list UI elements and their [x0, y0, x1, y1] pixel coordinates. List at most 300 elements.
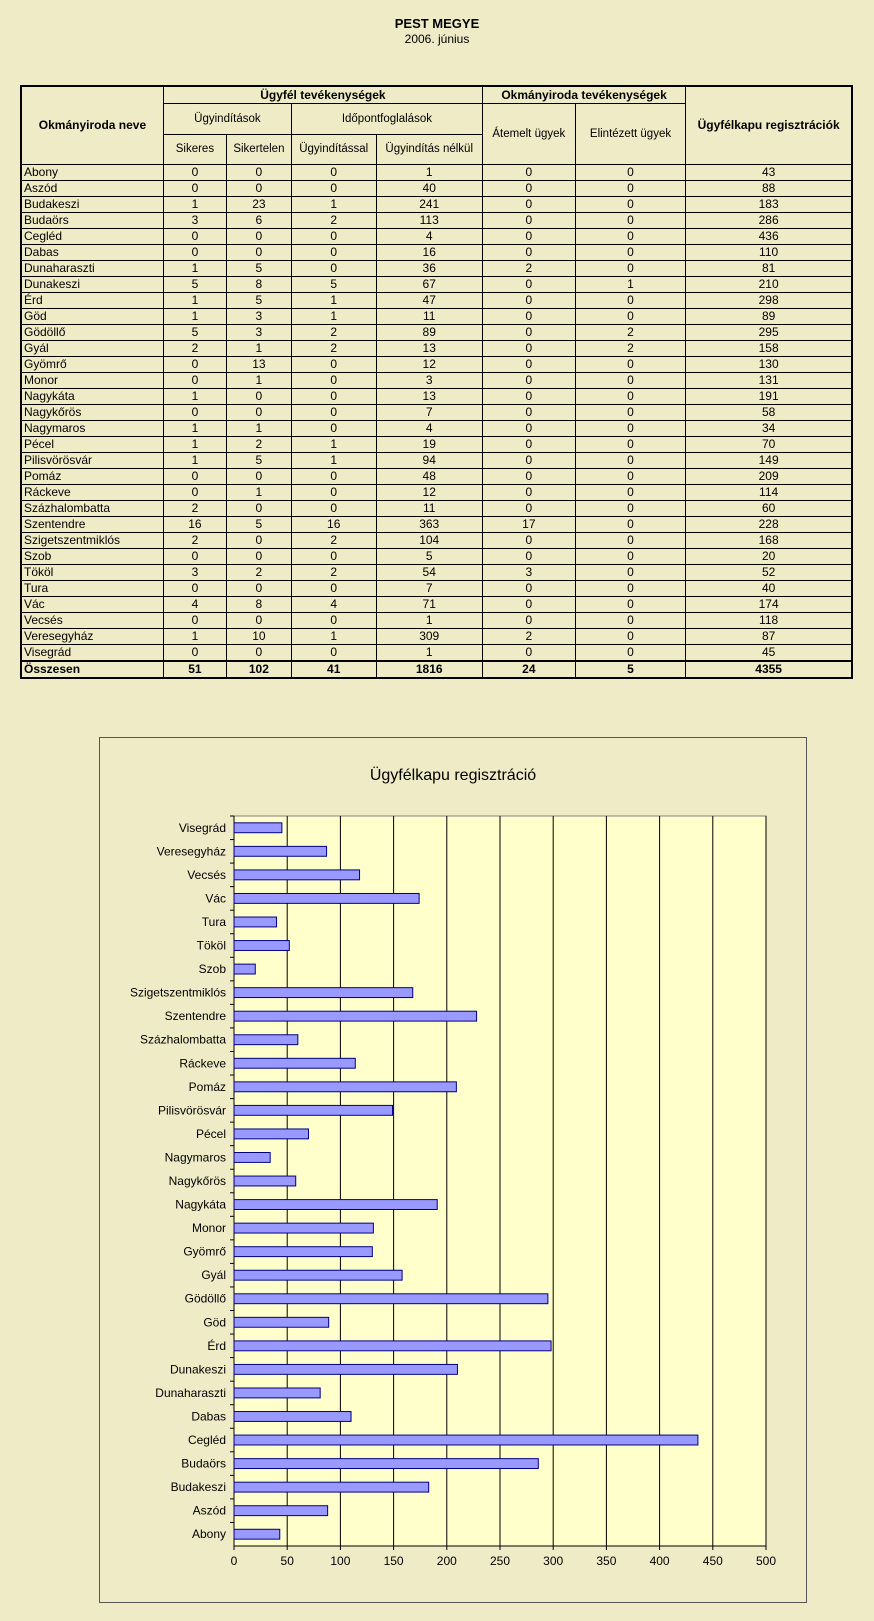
table-row [21, 180, 852, 196]
value-cell: 0 [226, 180, 291, 196]
bar [234, 1200, 437, 1210]
table-row [21, 500, 852, 516]
bar [234, 893, 419, 903]
value-cell: 0 [163, 228, 226, 244]
value-cell: 0 [575, 164, 685, 180]
x-tick-label: 300 [543, 1554, 564, 1568]
table-row [21, 436, 852, 452]
value-cell: 0 [291, 356, 376, 372]
value-cell: 0 [482, 612, 575, 628]
value-cell: 40 [376, 180, 482, 196]
header-office-activities: Okmányiroda tevékenységek [482, 86, 685, 103]
category-label: Dunaharaszti [155, 1385, 226, 1400]
value-cell: 36 [376, 260, 482, 276]
value-cell: 0 [575, 196, 685, 212]
value-cell: 1 [163, 388, 226, 404]
value-cell: 0 [482, 164, 575, 180]
value-cell: 191 [686, 388, 852, 404]
table-row [21, 164, 852, 180]
bar [234, 1223, 373, 1233]
value-cell: 11 [376, 308, 482, 324]
value-cell: 0 [575, 292, 685, 308]
header-with-initiation: Ügyindítással [291, 134, 376, 164]
value-cell: 118 [686, 612, 852, 628]
bar [234, 1105, 393, 1115]
bar [234, 1364, 457, 1374]
value-cell: 47 [376, 292, 482, 308]
category-label: Pilisvörösvár [157, 1103, 226, 1118]
office-name-cell: Érd [21, 292, 163, 308]
value-cell: 3 [226, 324, 291, 340]
category-label: Nagymaros [164, 1150, 226, 1165]
value-cell: 89 [686, 308, 852, 324]
value-cell: 0 [575, 468, 685, 484]
value-cell: 298 [686, 292, 852, 308]
value-cell: 5 [163, 324, 226, 340]
value-cell: 5 [226, 260, 291, 276]
table-row [21, 612, 852, 628]
value-cell: 0 [482, 292, 575, 308]
office-name-cell: Szob [21, 548, 163, 564]
category-label: Nagykőrös [168, 1174, 226, 1188]
value-cell: 0 [291, 260, 376, 276]
value-cell: 45 [686, 644, 852, 661]
table-row [21, 452, 852, 468]
value-cell: 0 [482, 532, 575, 548]
value-cell: 0 [291, 484, 376, 500]
value-cell: 0 [291, 644, 376, 661]
category-label: Budakeszi [170, 1480, 226, 1495]
value-cell: 0 [291, 388, 376, 404]
header-office-name: Okmányiroda neve [21, 86, 163, 164]
value-cell: 94 [376, 452, 482, 468]
bar [234, 1412, 351, 1422]
value-cell: 0 [575, 212, 685, 228]
value-cell: 0 [575, 420, 685, 436]
value-cell: 4 [376, 228, 482, 244]
value-cell: 0 [575, 388, 685, 404]
value-cell: 4 [291, 596, 376, 612]
category-label: Veresegyház [156, 844, 226, 859]
category-label: Vecsés [187, 867, 226, 882]
value-cell: 3 [163, 564, 226, 580]
category-label: Érd [207, 1338, 226, 1353]
value-cell: 2 [575, 340, 685, 356]
value-cell: 104 [376, 532, 482, 548]
value-cell: 114 [686, 484, 852, 500]
value-cell: 149 [686, 452, 852, 468]
office-name-cell: Szigetszentmiklós [21, 532, 163, 548]
value-cell: 0 [163, 164, 226, 180]
value-cell: 0 [482, 356, 575, 372]
value-cell: 0 [291, 500, 376, 516]
office-name-cell: Szentendre [21, 516, 163, 532]
value-cell: 5 [291, 276, 376, 292]
chart-title: Ügyfélkapu regisztráció [369, 767, 537, 784]
value-cell: 183 [686, 196, 852, 212]
table-row [21, 548, 852, 564]
category-label: Dabas [191, 1409, 226, 1424]
office-name-cell: Pomáz [21, 468, 163, 484]
value-cell: 0 [163, 580, 226, 596]
total-cell: 5 [575, 661, 685, 678]
value-cell: 3 [163, 212, 226, 228]
value-cell: 1 [226, 484, 291, 500]
value-cell: 13 [376, 340, 482, 356]
value-cell: 1 [291, 436, 376, 452]
value-cell: 0 [163, 548, 226, 564]
value-cell: 7 [376, 404, 482, 420]
value-cell: 0 [163, 468, 226, 484]
value-cell: 110 [686, 244, 852, 260]
category-label: Szentendre [164, 1009, 226, 1024]
value-cell: 0 [482, 436, 575, 452]
table-row [21, 516, 852, 532]
table-row [21, 244, 852, 260]
category-label: Vác [205, 891, 226, 906]
value-cell: 2 [163, 532, 226, 548]
office-name-cell: Veresegyház [21, 628, 163, 644]
office-name-cell: Cegléd [21, 228, 163, 244]
value-cell: 2 [482, 260, 575, 276]
value-cell: 130 [686, 356, 852, 372]
value-cell: 0 [482, 548, 575, 564]
total-cell: 102 [226, 661, 291, 678]
table-row [21, 420, 852, 436]
table-row [21, 388, 852, 404]
value-cell: 0 [482, 324, 575, 340]
value-cell: 1 [163, 292, 226, 308]
value-cell: 0 [226, 404, 291, 420]
bar [234, 964, 255, 974]
value-cell: 0 [575, 372, 685, 388]
value-cell: 0 [163, 612, 226, 628]
value-cell: 0 [163, 356, 226, 372]
category-label: Tura [201, 914, 226, 929]
office-name-cell: Göd [21, 308, 163, 324]
table-row [21, 292, 852, 308]
office-name-cell: Százhalombatta [21, 500, 163, 516]
value-cell: 12 [376, 484, 482, 500]
value-cell: 0 [291, 244, 376, 260]
table-row [21, 404, 852, 420]
value-cell: 1 [376, 644, 482, 661]
value-cell: 0 [226, 228, 291, 244]
bar [234, 1011, 477, 1021]
bar [234, 846, 327, 856]
office-name-cell: Visegrád [21, 644, 163, 661]
bar [234, 917, 277, 927]
value-cell: 1 [575, 276, 685, 292]
total-label: Összesen [21, 661, 163, 678]
value-cell: 1 [376, 164, 482, 180]
value-cell: 0 [482, 212, 575, 228]
value-cell: 3 [482, 564, 575, 580]
table-row [21, 340, 852, 356]
x-tick-label: 200 [436, 1554, 457, 1568]
value-cell: 1 [163, 196, 226, 212]
value-cell: 1 [163, 452, 226, 468]
value-cell: 1 [376, 612, 482, 628]
value-cell: 0 [575, 228, 685, 244]
value-cell: 0 [482, 340, 575, 356]
bar [234, 1482, 429, 1492]
value-cell: 10 [226, 628, 291, 644]
table-row [21, 212, 852, 228]
value-cell: 7 [376, 580, 482, 596]
value-cell: 20 [686, 548, 852, 564]
value-cell: 40 [686, 580, 852, 596]
office-name-cell: Tököl [21, 564, 163, 580]
bar [234, 941, 289, 951]
value-cell: 0 [575, 436, 685, 452]
value-cell: 0 [226, 548, 291, 564]
office-name-cell: Nagymaros [21, 420, 163, 436]
x-tick-label: 100 [330, 1554, 351, 1568]
value-cell: 0 [575, 244, 685, 260]
header-appointments: Időpontfoglalások [291, 103, 482, 134]
value-cell: 2 [291, 564, 376, 580]
bar [234, 870, 360, 880]
header-case-initiations: Ügyindítások [163, 103, 291, 134]
office-name-cell: Tura [21, 580, 163, 596]
value-cell: 70 [686, 436, 852, 452]
value-cell: 0 [291, 228, 376, 244]
bar [234, 1529, 280, 1539]
bar [234, 1270, 402, 1280]
value-cell: 3 [376, 372, 482, 388]
value-cell: 0 [482, 196, 575, 212]
value-cell: 0 [575, 548, 685, 564]
value-cell: 89 [376, 324, 482, 340]
value-cell: 3 [226, 308, 291, 324]
bar [234, 1435, 698, 1445]
value-cell: 131 [686, 372, 852, 388]
x-tick-label: 400 [649, 1554, 670, 1568]
report-subtitle: 2006. június [404, 32, 470, 46]
category-label: Pécel [195, 1126, 226, 1141]
table-row [21, 564, 852, 580]
value-cell: 0 [575, 612, 685, 628]
office-name-cell: Budaörs [21, 212, 163, 228]
office-name-cell: Pécel [21, 436, 163, 452]
x-tick-label: 350 [596, 1554, 617, 1568]
value-cell: 0 [291, 372, 376, 388]
value-cell: 43 [686, 164, 852, 180]
office-name-cell: Aszód [21, 180, 163, 196]
x-tick-label: 250 [489, 1554, 511, 1568]
value-cell: 363 [376, 516, 482, 532]
bar [234, 1506, 328, 1516]
value-cell: 1 [163, 628, 226, 644]
total-row [21, 661, 852, 678]
value-cell: 23 [226, 196, 291, 212]
value-cell: 0 [575, 484, 685, 500]
bar [234, 1247, 372, 1257]
category-label: Aszód [192, 1503, 226, 1518]
category-label: Szigetszentmiklós [129, 985, 226, 1000]
value-cell: 0 [226, 500, 291, 516]
category-label: Gyömrő [183, 1244, 226, 1259]
category-label: Visegrád [178, 820, 226, 835]
office-name-cell: Pilisvörösvár [21, 452, 163, 468]
table-row [21, 372, 852, 388]
total-cell: 24 [482, 661, 575, 678]
value-cell: 0 [226, 532, 291, 548]
value-cell: 71 [376, 596, 482, 612]
value-cell: 209 [686, 468, 852, 484]
category-label: Pomáz [188, 1079, 226, 1094]
value-cell: 0 [163, 180, 226, 196]
value-cell: 0 [482, 500, 575, 516]
bar [234, 1058, 355, 1068]
registration-bar-chart [100, 738, 806, 1602]
value-cell: 0 [226, 580, 291, 596]
table-body [21, 164, 852, 661]
table-row [21, 196, 852, 212]
office-name-cell: Nagykáta [21, 388, 163, 404]
value-cell: 5 [226, 516, 291, 532]
value-cell: 228 [686, 516, 852, 532]
value-cell: 286 [686, 212, 852, 228]
value-cell: 0 [482, 596, 575, 612]
value-cell: 16 [163, 516, 226, 532]
category-label: Abony [191, 1527, 226, 1542]
x-tick-label: 450 [702, 1554, 723, 1568]
value-cell: 0 [482, 452, 575, 468]
value-cell: 0 [575, 308, 685, 324]
value-cell: 0 [226, 644, 291, 661]
value-cell: 113 [376, 212, 482, 228]
value-cell: 0 [575, 260, 685, 276]
office-name-cell: Dabas [21, 244, 163, 260]
bar [234, 1082, 456, 1092]
total-cell: 51 [163, 661, 226, 678]
value-cell: 0 [226, 612, 291, 628]
value-cell: 11 [376, 500, 482, 516]
report-title: PEST MEGYE [394, 16, 480, 31]
value-cell: 4 [163, 596, 226, 612]
bar [234, 1317, 329, 1327]
value-cell: 1 [291, 196, 376, 212]
value-cell: 0 [575, 516, 685, 532]
value-cell: 2 [163, 340, 226, 356]
value-cell: 0 [291, 468, 376, 484]
x-tick-label: 0 [230, 1554, 238, 1568]
value-cell: 0 [575, 628, 685, 644]
header-unsuccessful: Sikertelen [226, 134, 291, 164]
category-label: Nagykáta [175, 1197, 226, 1212]
bar [234, 1294, 548, 1304]
value-cell: 0 [575, 404, 685, 420]
value-cell: 0 [482, 276, 575, 292]
value-cell: 0 [482, 420, 575, 436]
value-cell: 67 [376, 276, 482, 292]
value-cell: 5 [226, 452, 291, 468]
value-cell: 0 [163, 484, 226, 500]
value-cell: 5 [163, 276, 226, 292]
office-name-cell: Monor [21, 372, 163, 388]
table-row [21, 228, 852, 244]
value-cell: 52 [686, 564, 852, 580]
table-row [21, 580, 852, 596]
category-label: Gödöllő [184, 1291, 226, 1306]
header-registrations: Ügyfélkapu regisztrációk [686, 86, 852, 164]
office-name-cell: Dunaharaszti [21, 260, 163, 276]
value-cell: 0 [291, 164, 376, 180]
value-cell: 0 [575, 180, 685, 196]
value-cell: 309 [376, 628, 482, 644]
table-row [21, 644, 852, 661]
value-cell: 436 [686, 228, 852, 244]
table-row [21, 484, 852, 500]
value-cell: 8 [226, 276, 291, 292]
value-cell: 1 [226, 420, 291, 436]
value-cell: 0 [482, 244, 575, 260]
value-cell: 0 [575, 644, 685, 661]
value-cell: 8 [226, 596, 291, 612]
office-name-cell: Gyál [21, 340, 163, 356]
chart-frame [99, 737, 807, 1603]
value-cell: 5 [376, 548, 482, 564]
value-cell: 16 [291, 516, 376, 532]
value-cell: 2 [291, 340, 376, 356]
value-cell: 2 [226, 436, 291, 452]
table-row [21, 260, 852, 276]
value-cell: 16 [376, 244, 482, 260]
header-without-initiation: Ügyindítás nélkül [376, 134, 482, 164]
bar [234, 1459, 538, 1469]
value-cell: 0 [575, 500, 685, 516]
value-cell: 0 [163, 244, 226, 260]
value-cell: 0 [226, 164, 291, 180]
value-cell: 168 [686, 532, 852, 548]
table-row [21, 308, 852, 324]
value-cell: 0 [291, 548, 376, 564]
value-cell: 1 [163, 420, 226, 436]
value-cell: 0 [163, 644, 226, 661]
bar [234, 1176, 296, 1186]
bar [234, 1035, 298, 1045]
table-row [21, 468, 852, 484]
category-label: Göd [203, 1315, 226, 1330]
value-cell: 2 [291, 324, 376, 340]
value-cell: 0 [575, 596, 685, 612]
value-cell: 0 [482, 308, 575, 324]
table-row [21, 324, 852, 340]
category-label: Cegléd [187, 1433, 226, 1448]
value-cell: 210 [686, 276, 852, 292]
header-transferred: Átemelt ügyek [482, 103, 575, 164]
value-cell: 0 [482, 580, 575, 596]
value-cell: 1 [163, 308, 226, 324]
header-successful: Sikeres [163, 134, 226, 164]
value-cell: 0 [575, 564, 685, 580]
office-name-cell: Nagykőrös [21, 404, 163, 420]
x-tick-label: 50 [280, 1554, 294, 1568]
value-cell: 0 [575, 532, 685, 548]
value-cell: 5 [226, 292, 291, 308]
header-completed: Elintézett ügyek [575, 103, 685, 164]
office-name-cell: Vác [21, 596, 163, 612]
office-name-cell: Ráckeve [21, 484, 163, 500]
report-header [0, 16, 874, 47]
office-name-cell: Budakeszi [21, 196, 163, 212]
category-label: Szob [198, 962, 226, 977]
value-cell: 0 [482, 180, 575, 196]
header-client-activities: Ügyfél tevékenységek [163, 86, 482, 103]
value-cell: 0 [482, 388, 575, 404]
